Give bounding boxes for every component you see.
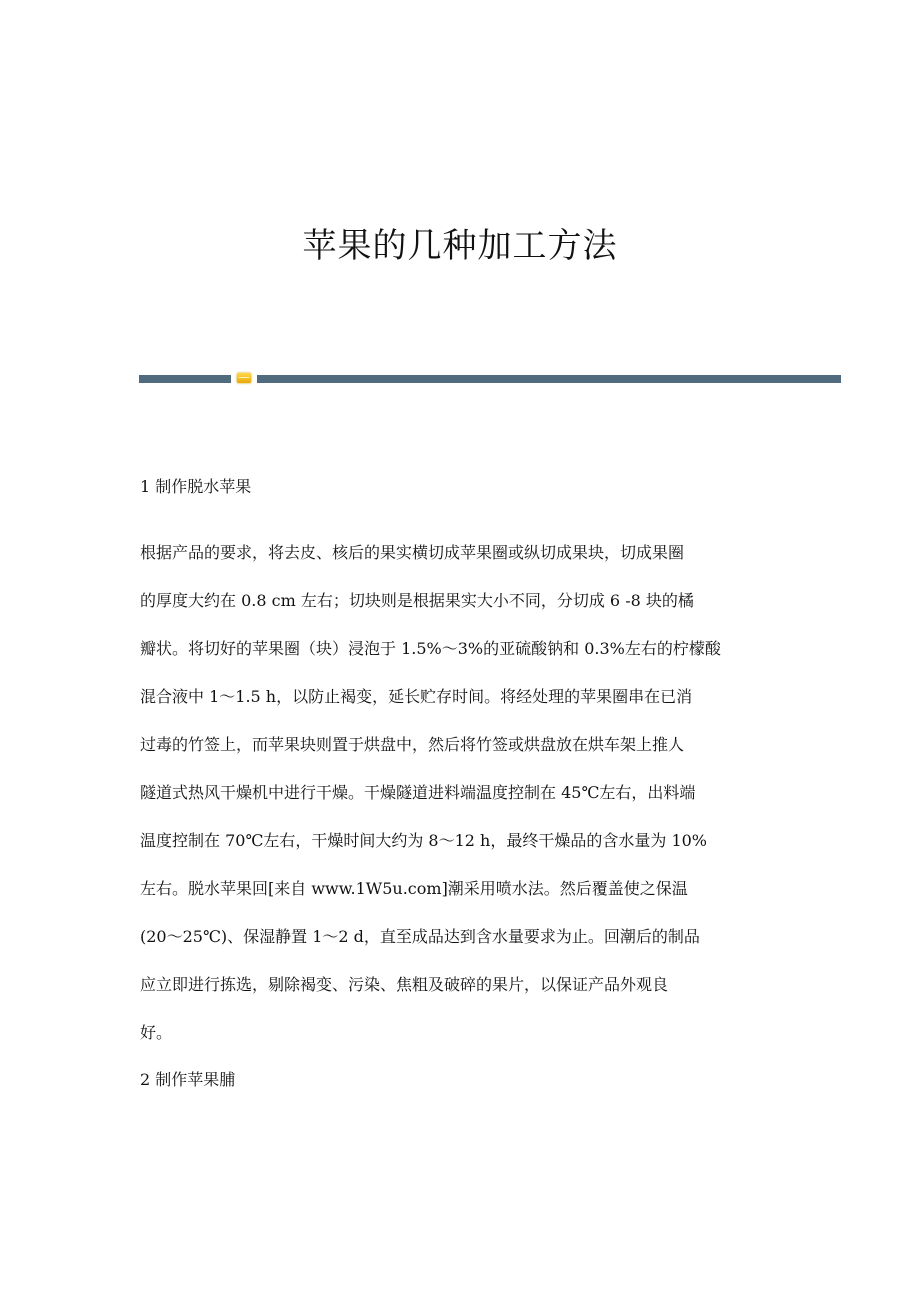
section-heading-1: 1 制作脱水苹果 <box>140 477 252 496</box>
paragraph-line: 根据产品的要求，将去皮、核后的果实横切成苹果圈或纵切成果块，切成果圈 <box>140 543 685 562</box>
paragraph-line: 温度控制在 70℃左右，干燥时间大约为 8～12 h，最终干燥品的含水量为 10% <box>140 831 708 850</box>
divider-ornament-icon <box>237 373 251 383</box>
paragraph-line: 瓣状。将切好的苹果圈（块）浸泡于 1.5%～3%的亚硫酸钠和 0.3%左右的柠檬酸 <box>140 639 721 658</box>
paragraph-line: 左右。脱水苹果回[来自 www.1W5u.com]潮采用喷水法。然后覆盖使之保温 <box>140 879 688 898</box>
paragraph-line: 应立即进行拣选，剔除褐变、污染、焦粗及破碎的果片，以保证产品外观良 <box>140 975 669 994</box>
divider-left <box>139 375 231 383</box>
paragraph-line: 混合液中 1～1.5 h，以防止褐变，延长贮存时间。将经处理的苹果圈串在已消 <box>140 687 693 706</box>
section-heading-2: 2 制作苹果脯 <box>140 1070 236 1089</box>
paragraph-line: 隧道式热风干燥机中进行干燥。干燥隧道进料端温度控制在 45℃左右，出料端 <box>140 783 696 802</box>
paragraph-line: 过毒的竹签上，而苹果块则置于烘盘中，然后将竹签或烘盘放在烘车架上推人 <box>140 735 685 754</box>
paragraph-line: 好。 <box>140 1023 173 1042</box>
section-1-body <box>140 529 790 1057</box>
divider-right <box>257 375 841 383</box>
paragraph-line: (20～25℃)、保湿静置 1～2 d，直至成品达到含水量要求为止。回潮后的制品 <box>140 927 700 946</box>
document-title: 苹果的几种加工方法 <box>302 226 618 266</box>
paragraph-line: 的厚度大约在 0.8 cm 左右；切块则是根据果实大小不同，分切成 6 -8 块的橘 <box>140 591 694 610</box>
